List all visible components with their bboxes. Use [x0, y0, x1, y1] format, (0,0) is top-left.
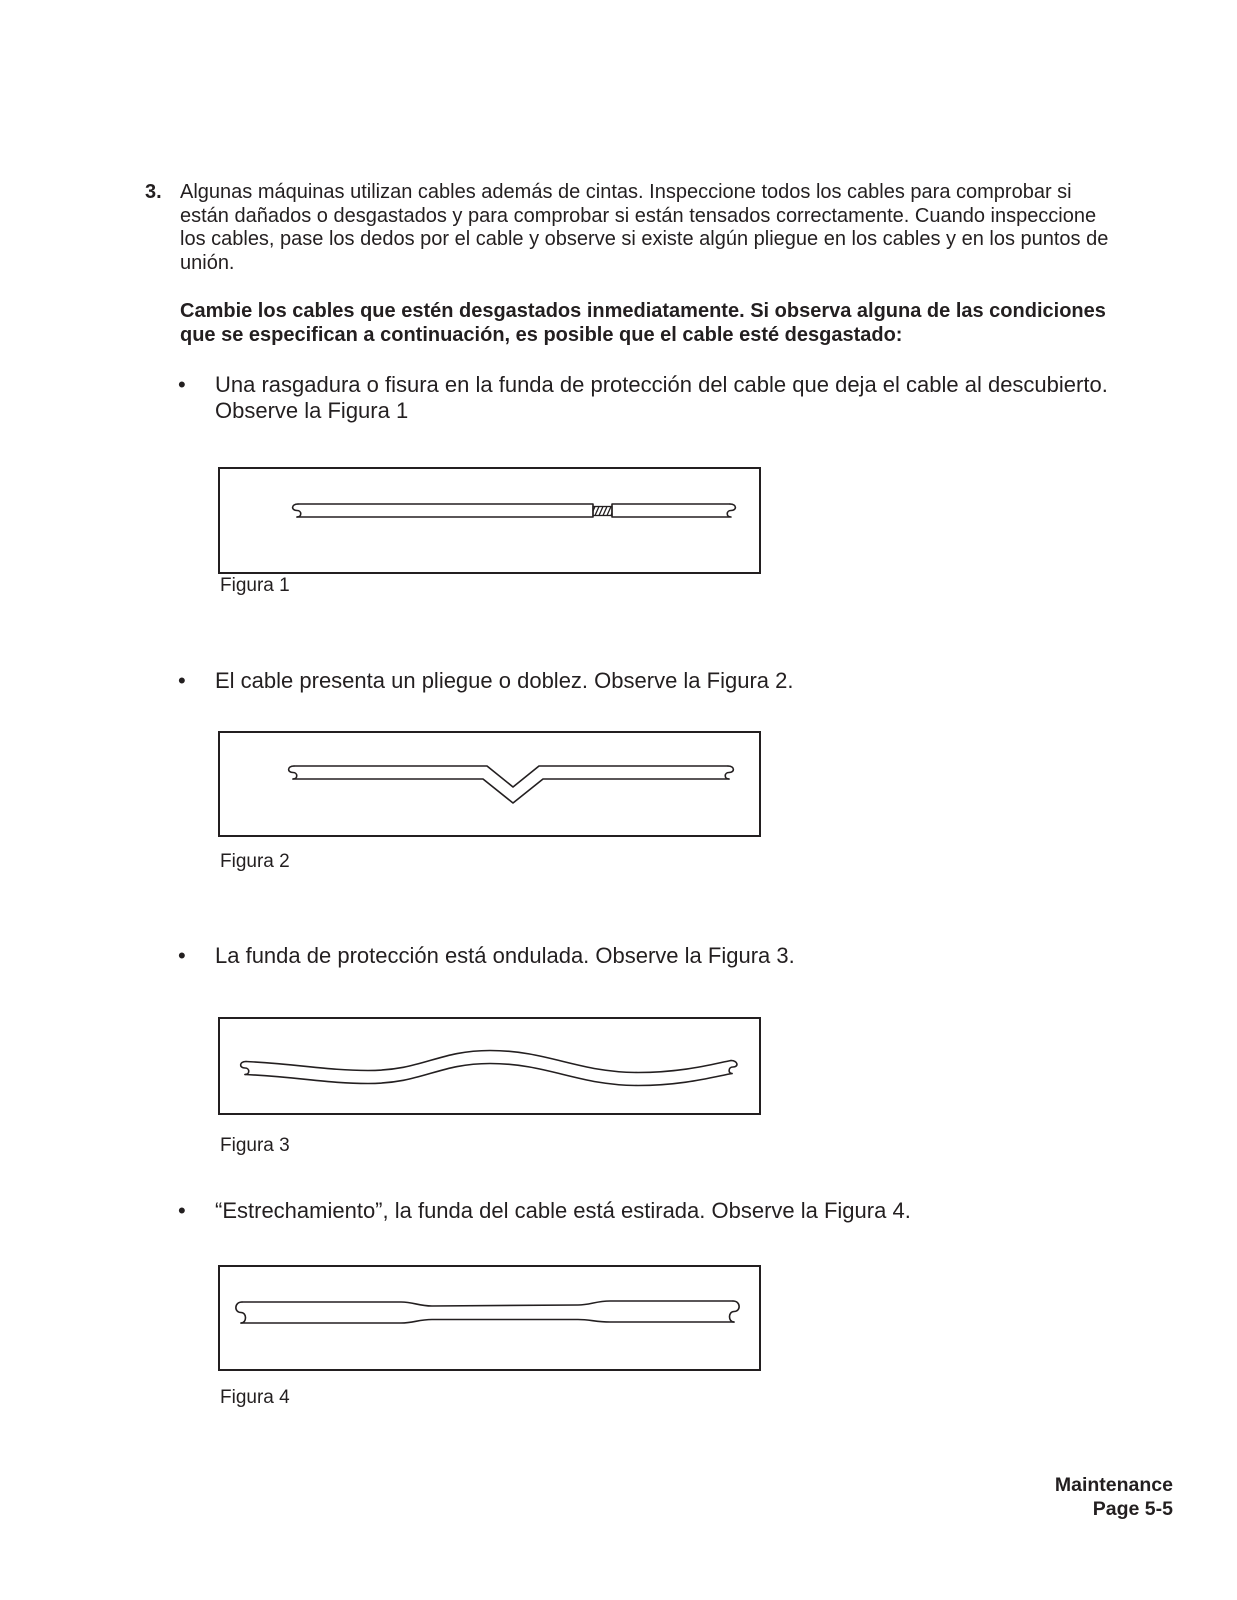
footer-section-title: Maintenance — [1054, 1474, 1173, 1496]
figure-1-torn-cable — [218, 467, 761, 574]
condition-text — [215, 1198, 911, 1224]
page-footer — [1055, 1473, 1173, 1521]
figure-caption: Figura 1 — [220, 575, 290, 596]
figure-1-drawing — [218, 467, 761, 574]
condition-line: La funda de protección está ondulada. Observe la Figura 3. — [215, 943, 795, 968]
step-paragraph — [180, 181, 1108, 276]
condition-text — [215, 372, 1108, 424]
condition-line: Una rasgadura o fisura en la funda de protección del cable que deja el cable al descubierto. — [215, 372, 1108, 397]
bullet-marker: • — [178, 372, 186, 397]
figure-frame — [219, 468, 760, 573]
step-paragraph-line: los cables, pase los dedos por el cable y observe si existe algún pliegue en los cables y en los puntos de — [180, 228, 1109, 251]
figure-caption: Figura 2 — [220, 851, 290, 872]
warning-line: Cambie los cables que estén desgastados inmediatamente. Si observa alguna de las condiciones — [180, 300, 1106, 322]
bullet-marker: • — [178, 943, 186, 968]
condition-text — [215, 668, 793, 694]
condition-line: El cable presenta un pliegue o doblez. Observe la Figura 2. — [215, 668, 794, 693]
figure-4-stretched-cable — [218, 1265, 761, 1371]
bullet-marker: • — [178, 1198, 186, 1223]
figure-caption: Figura 3 — [220, 1135, 290, 1156]
figure-frame — [219, 1266, 760, 1370]
warning-line: que se especifican a continuación, es posible que el cable esté desgastado: — [180, 324, 903, 346]
figure-2-drawing — [218, 731, 761, 837]
step-number: 3. — [145, 181, 162, 203]
condition-line: Observe la Figura 1 — [215, 398, 409, 423]
condition-text — [215, 943, 795, 969]
figure-caption: Figura 4 — [220, 1387, 290, 1408]
figure-2-kinked-cable — [218, 731, 761, 837]
bullet-marker: • — [178, 668, 186, 693]
warning-paragraph — [180, 299, 1106, 347]
condition-line: “Estrechamiento”, la funda del cable está estirada. Observe la Figura 4. — [215, 1198, 911, 1223]
step-paragraph-line: unión. — [180, 252, 235, 275]
step-paragraph-line: Algunas máquinas utilizan cables además de cintas. Inspeccione todos los cables para comprobar si — [180, 181, 1072, 203]
step-paragraph-line: están dañados o desgastados y para comprobar si están tensados correctamente. Cuando inspeccione — [180, 204, 1097, 227]
figure-4-drawing — [218, 1265, 761, 1371]
figure-3-drawing — [218, 1017, 761, 1115]
figure-3-wavy-cable — [218, 1017, 761, 1115]
footer-page-number: Page 5-5 — [1092, 1498, 1173, 1520]
